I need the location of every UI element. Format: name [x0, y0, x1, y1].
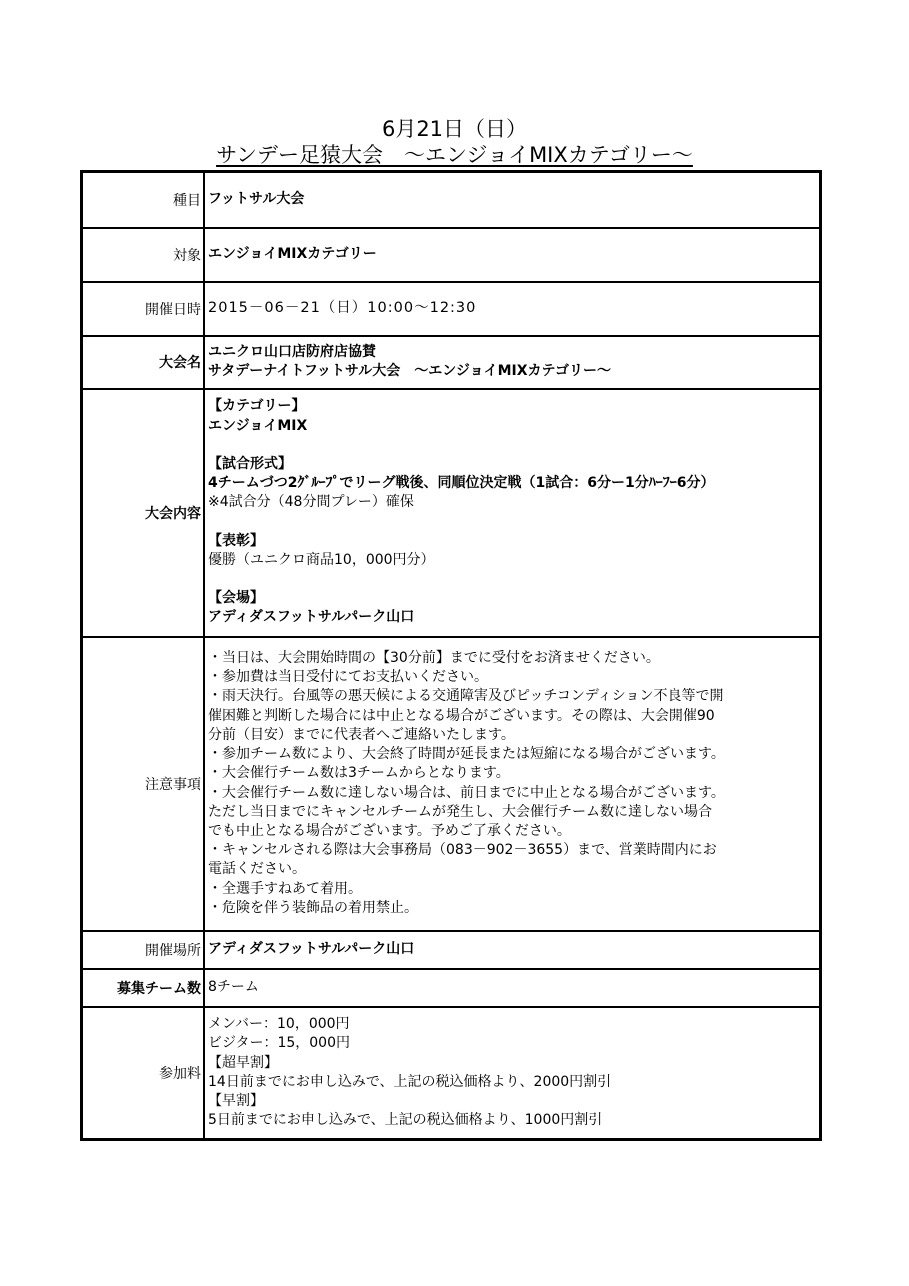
fee-line: 【超早割】: [208, 1054, 278, 1071]
notes-line: 電話ください。: [208, 861, 306, 878]
label-tournament-name: 大会名: [82, 336, 205, 389]
notes-line: 催困難と判断した場合には中止となる場合がございます。その際は、大会開催90: [208, 707, 715, 724]
contents-line: [208, 513, 819, 532]
contents-line: 【カテゴリー】: [208, 398, 306, 415]
row-team-count: [82, 969, 821, 1007]
fee-line: 14日前までにお申し込みで、上記の税込価格より、2000円割引: [208, 1073, 612, 1090]
contents-line: [208, 570, 819, 589]
document-header: [0, 116, 909, 168]
notes-line: ・キャンセルされる際は大会事務局（083－902－3655）まで、営業時間内にお: [208, 842, 717, 859]
contents-line: [208, 436, 819, 455]
contents-line: 【表彰】: [208, 532, 264, 549]
notes-line: ただし当日までにキャンセルチームが発生し、大会催行チーム数に達しない場合: [208, 803, 712, 820]
contents-line: アディダスフットサルパーク山口: [208, 609, 415, 626]
value-contents: [204, 389, 821, 637]
notes-line: ・当日は、大会開始時間の【30分前】までに受付をお済ませください。: [208, 650, 660, 667]
notes-line: ・参加費は当日受付にてお支払いください。: [208, 669, 488, 686]
contents-line: ※4試合分（48分間プレー）確保: [208, 494, 414, 511]
document-title: サンデー足猿大会 ～エンジョイMIXカテゴリー～: [216, 143, 693, 167]
event-date: 6月21日（日）: [381, 117, 528, 141]
notes-line: ・危険を伴う装飾品の着用禁止。: [208, 899, 418, 916]
label-event-type: 種目: [82, 172, 205, 228]
notes-line: ・全選手すねあて着用。: [208, 880, 362, 897]
notes-line: ・雨天決行。台風等の悪天候による交通障害及びピッチコンディション不良等で開: [208, 688, 724, 705]
fee-line: 【早割】: [208, 1092, 264, 1109]
row-event-type: [82, 172, 821, 228]
value-notes: [204, 637, 821, 931]
notes-line: ・大会催行チーム数に達しない場合は、前日までに中止となる場合がございます。: [208, 784, 725, 801]
notes-line: ・大会催行チーム数は3チームからとなります。: [208, 765, 510, 782]
contents-line: 4チームづつ2ｸﾞﾙｰﾌﾟでリーグ戦後、同順位決定戦（1試合：6分ー1分ﾊｰﾌｰ6分）: [208, 475, 715, 492]
fee-line: 5日前までにお申し込みで、上記の税込価格より、1000円割引: [208, 1112, 603, 1129]
row-venue: [82, 931, 821, 969]
row-contents: [82, 389, 821, 637]
fee-line: ビジター：15，000円: [208, 1035, 350, 1052]
label-datetime: 開催日時: [82, 282, 205, 336]
row-datetime: [82, 282, 821, 336]
event-info-table: [80, 170, 822, 1141]
label-notes: 注意事項: [82, 637, 205, 931]
contents-line: 【会場】: [208, 590, 264, 607]
row-fee: [82, 1007, 821, 1140]
value-team-count: 8チーム: [204, 969, 821, 1007]
label-fee: 参加料: [82, 1007, 205, 1140]
value-datetime: 2015－06－21（日）10:00～12:30: [204, 282, 821, 336]
fee-line: メンバー：10，000円: [208, 1016, 350, 1033]
tournament-name-line: ユニクロ山口店防府店協賛: [208, 343, 376, 360]
notes-line: ・参加チーム数により、大会終了時間が延長または短縮になる場合がございます。: [208, 746, 725, 763]
label-team-count: 募集チーム数: [82, 969, 205, 1007]
value-tournament-name: [204, 336, 821, 389]
contents-line: 優勝（ユニクロ商品10，000円分）: [208, 551, 435, 568]
notes-line: でも中止となる場合がございます。予めご了承ください。: [208, 822, 571, 839]
row-notes: [82, 637, 821, 931]
label-contents: 大会内容: [82, 389, 205, 637]
label-venue: 開催場所: [82, 931, 205, 969]
value-venue: アディダスフットサルパーク山口: [204, 931, 821, 969]
row-target: [82, 228, 821, 282]
value-target: エンジョイMIXカテゴリー: [204, 228, 821, 282]
value-event-type: フットサル大会: [204, 172, 821, 228]
tournament-name-line: サタデーナイトフットサル大会 ～エンジョイMIXカテゴリー～: [208, 363, 611, 379]
contents-line: 【試合形式】: [208, 455, 292, 472]
row-tournament-name: [82, 336, 821, 389]
value-fee: [204, 1007, 821, 1140]
label-target: 対象: [82, 228, 205, 282]
contents-line: エンジョイMIX: [208, 417, 308, 434]
notes-line: 分前（目安）までに代表者へご連絡いたします。: [208, 726, 515, 743]
